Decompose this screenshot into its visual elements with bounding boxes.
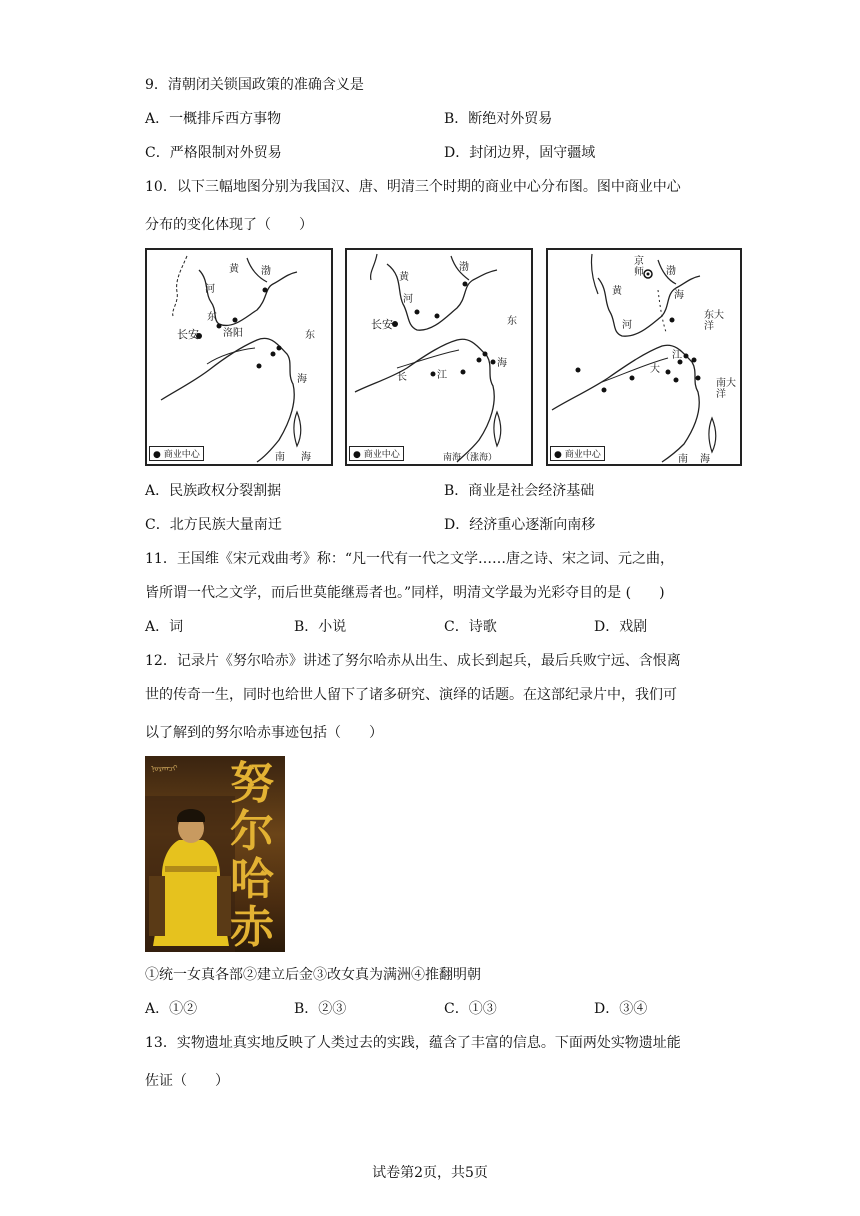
q10-stem-line2: 分布的变化体现了（ ）: [145, 217, 313, 233]
q11-option-c: C．诗歌: [444, 619, 497, 635]
map-mingqing-label-7: 大: [650, 364, 660, 375]
map-han-label-10: 海: [301, 452, 311, 463]
map-han-label-2: 渤: [261, 266, 271, 277]
q11-stem-line2: 皆所谓一代之文学，而后世莫能继焉者也。”同样，明清文学最为光彩夺目的是 ( ): [145, 585, 665, 601]
map-mingqing-legend: ● 商业中心: [550, 446, 605, 461]
q9-option-b: B．断绝对外贸易: [444, 111, 553, 127]
map-han-legend: ● 商业中心: [149, 446, 204, 461]
q9-option-d: D．封闭边界，固守疆域: [444, 145, 596, 161]
q11-option-a: A．词: [145, 619, 184, 635]
page-footer: 试卷第2页，共5页: [372, 1165, 488, 1181]
map-tang-label-6: 长: [397, 372, 407, 383]
map-tang-label-7: 江: [437, 370, 447, 381]
map-tang-legend: ● 商业中心: [349, 446, 404, 461]
map-tang-label-8: 海: [497, 358, 507, 369]
q12-items: ①统一女真各部②建立后金③改女真为满洲④推翻明朝: [145, 967, 481, 983]
map-tang-label-4: 长安: [371, 318, 393, 331]
map-mingqing-label-5: 河: [622, 320, 632, 331]
map-han-label-6: 长安: [177, 328, 199, 341]
q12-stem-line2: 世的传奇一生，同时也给世人留下了诸多研究、演绎的话题。在这部纪录片中，我们可: [145, 687, 677, 703]
map-tang-sea-note: 南海（涨海）: [443, 453, 498, 463]
q12-option-d: D．③④: [594, 1001, 648, 1017]
q12-option-c: C．①③: [444, 1001, 497, 1017]
map-han-outline: [147, 250, 331, 464]
q11-option-d: D．戏剧: [594, 619, 648, 635]
q9-option-a: A．一概排斥西方事物: [145, 111, 282, 127]
map-mingqing-label-9: 南大洋: [716, 378, 736, 400]
map-mingqing-label-2: 黄: [612, 286, 622, 297]
poster-title: 努尔哈赤: [230, 758, 274, 952]
map-mingqing-label-4: 海: [674, 290, 684, 301]
q10-option-c: C．北方民族大量南迁: [145, 517, 282, 533]
map-tang-label-2: 渤: [459, 262, 469, 273]
map-mingqing-label-1: 京师: [634, 256, 644, 278]
map-han-label-8: 海: [297, 374, 307, 385]
q10-option-d: D．经济重心逐渐向南移: [444, 517, 596, 533]
map-mingqing-outline: [548, 250, 740, 464]
q11-stem-line1: 11．王国维《宋元戏曲考》称：“凡一代有一代之文学……唐之诗、宋之词、元之曲，: [145, 551, 674, 567]
map-tang: [345, 248, 533, 466]
map-han-label-5: 洛阳: [223, 328, 243, 339]
q12-option-b: B．②③: [294, 1001, 347, 1017]
q12-option-a: A．①②: [145, 1001, 198, 1017]
q9-stem: 9．清朝闭关锁国政策的准确含义是: [145, 77, 364, 93]
map-han-label-9: 南: [275, 452, 285, 463]
map-han-label-7: 东: [305, 330, 315, 341]
map-mingqing-label-10: 南: [678, 454, 688, 465]
nurhaci-poster: [145, 756, 285, 952]
map-han-label-3: 河: [205, 284, 215, 295]
map-tang-label-3: 河: [403, 294, 413, 305]
map-mingqing-label-8: 江: [672, 350, 682, 361]
q10-stem-line1: 10．以下三幅地图分别为我国汉、唐、明清三个时期的商业中心分布图。图中商业中心: [145, 179, 681, 195]
map-mingqing-label-3: 渤: [666, 266, 676, 277]
map-han-label-1: 黄: [229, 264, 239, 275]
map-tang-label-5: 东: [507, 316, 517, 327]
map-han: [145, 248, 333, 466]
map-mingqing-label-6: 东大洋: [704, 310, 724, 332]
map-tang-label-1: 黄: [399, 272, 409, 283]
q9-option-c: C．严格限制对外贸易: [145, 145, 282, 161]
q13-stem-line1: 13．实物遗址真实地反映了人类过去的实践，蕴含了丰富的信息。下面两处实物遗址能: [145, 1035, 681, 1051]
map-mingqing: [546, 248, 742, 466]
q12-stem-line1: 12．记录片《努尔哈赤》讲述了努尔哈赤从出生、成长到起兵，最后兵败宁远、含恨离: [145, 653, 681, 669]
q10-option-a: A．民族政权分裂割据: [145, 483, 282, 499]
q11-option-b: B．小说: [294, 619, 347, 635]
map-mingqing-label-11: 海: [700, 454, 710, 465]
poster-mongol-script: ᠨᠤᠷᠬᠠᠴᠢ: [151, 764, 178, 773]
commerce-maps: [145, 248, 742, 466]
q13-stem-line2: 佐证（ ）: [145, 1073, 229, 1089]
q10-option-b: B．商业是社会经济基础: [444, 483, 595, 499]
q12-stem-line3: 以了解到的努尔哈赤事迹包括（ ）: [145, 725, 383, 741]
map-han-label-4: 东: [207, 312, 217, 323]
